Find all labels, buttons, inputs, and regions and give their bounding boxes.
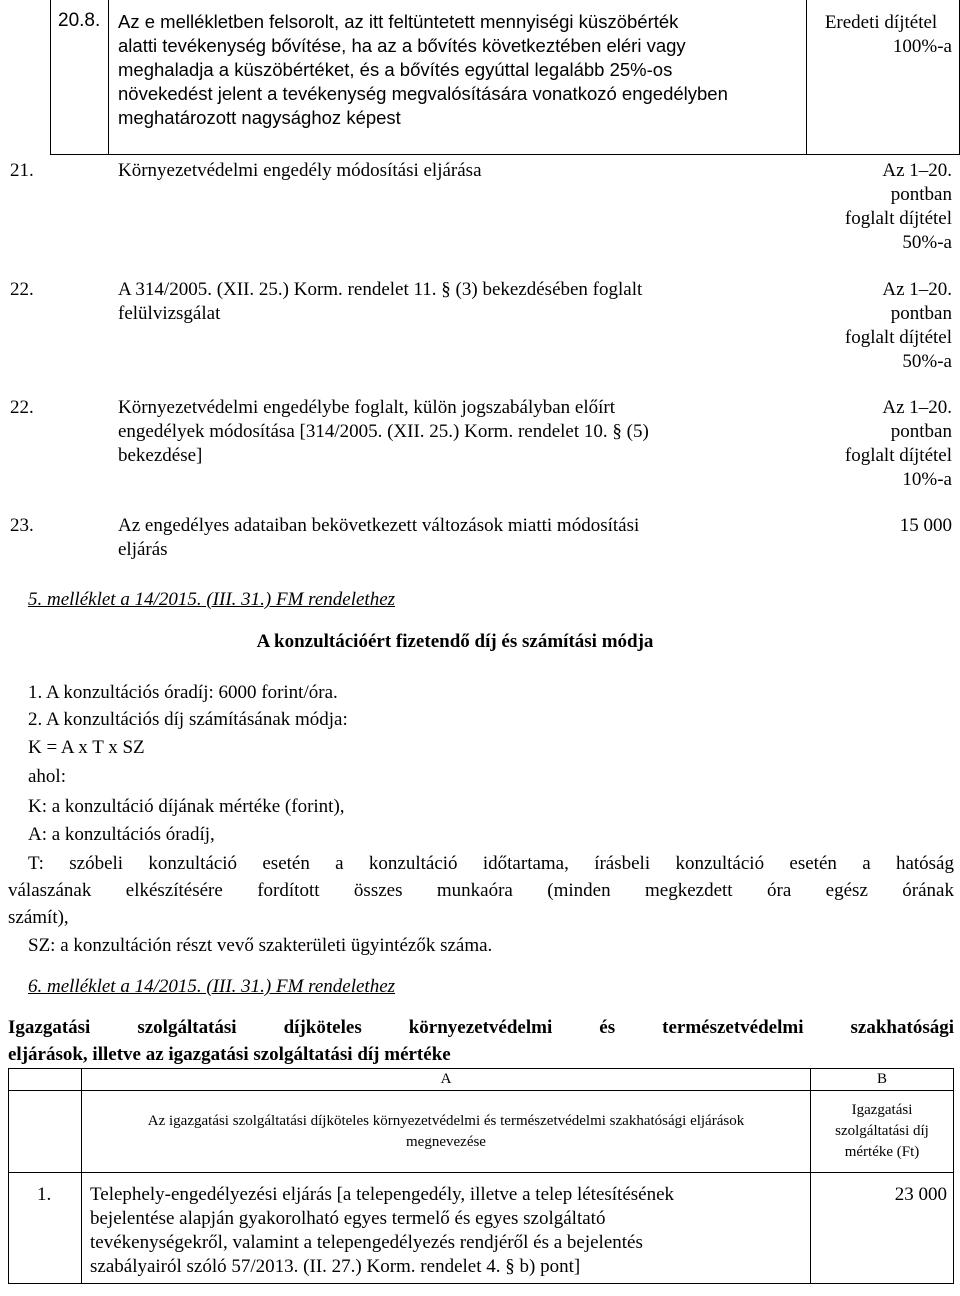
paragraph: 1. A konzultációs óradíj: 6000 forint/óra. (28, 682, 338, 703)
definition: T: szóbeli konzultáció esetén a konzultáció időtartama, írásbeli konzultáció esetén a hatóság (28, 853, 954, 874)
fee-line: Eredeti díjtétel (824, 12, 938, 33)
text-line: felülvizsgálat (118, 303, 221, 324)
fee-line: pontban (890, 184, 952, 205)
row-text (118, 514, 639, 562)
paragraph: 2. A konzultációs díj számításának módja: (28, 709, 348, 730)
row-number: 23. (10, 515, 34, 536)
fee-line: foglalt díjtétel (844, 445, 952, 466)
row-text: Környezetvédelmi engedély módosítási eljárása (118, 160, 482, 181)
row-text (118, 396, 649, 468)
table-cell (9, 1091, 82, 1173)
fee-line: pontban (890, 421, 952, 442)
column-divider (108, 0, 109, 155)
text-line: Környezetvédelmi engedélybe foglalt, külön jogszabályban előírt (118, 397, 615, 418)
text-line: engedélyek módosítása [314/2005. (XII. 25.) Korm. rendelet 10. § (5) (118, 421, 649, 442)
row-fee: 23 000 (811, 1173, 954, 1284)
fee-line: foglalt díjtétel (844, 327, 952, 348)
definition: válaszának elkészítésére fordított összes munkaóra (minden megkezdett óra egész órának (8, 880, 954, 901)
text-line: A 314/2005. (XII. 25.) Korm. rendelet 11. § (3) bekezdésében foglalt (118, 279, 643, 300)
table-head-b (811, 1091, 954, 1173)
fee-line: Az 1–20. (882, 279, 952, 300)
definition: A: a konzultációs óradíj, (28, 824, 215, 845)
fee-line: pontban (890, 303, 952, 324)
row-text (82, 1173, 811, 1284)
row-fee (845, 159, 952, 255)
row-number: 22. (10, 397, 34, 418)
row-number: 20.8. (58, 10, 101, 31)
text-line: bejelentése alapján gyakorolható egyes termelő és egyes szolgáltató (90, 1208, 606, 1229)
row-number: 21. (10, 160, 34, 181)
definition: SZ: a konzultáción részt vevő szakterületi ügyintézők száma. (28, 935, 493, 956)
header-line: Igazgatási (851, 1102, 913, 1118)
fee-table (8, 1068, 954, 1284)
text-line: meghaladja a küszöbértéket, és a bővítés egyúttal legalább 25%-os (118, 59, 673, 80)
fee-line: Az 1–20. (882, 397, 952, 418)
annex-6-title: eljárások, illetve az igazgatási szolgáltatási díj mértéke (8, 1044, 451, 1065)
text-line: meghatározott nagysághoz képest (118, 107, 401, 128)
annex-6-title: Igazgatási szolgáltatási díjköteles környezetvédelmi és természetvédelmi szakhatósági (8, 1017, 954, 1038)
text-line: eljárás (118, 539, 168, 560)
fee-line: foglalt díjtétel (844, 208, 952, 229)
text-line: tevékenységekről, valamint a telepengedélyezés rendjéről és a bejelentés (90, 1232, 643, 1253)
text-line: alatti tevékenység bővítése, ha az a bővítés következtében eléri vagy (118, 35, 686, 56)
fee-line: 10%-a (902, 469, 952, 490)
row-number: 22. (10, 279, 34, 300)
text-line: növekedést jelent a tevékenység megvalósítására vonatkozó engedélyben (118, 83, 728, 104)
row-text (118, 10, 798, 130)
annex-5-heading: 5. melléklet a 14/2015. (III. 31.) FM rendelethez (28, 589, 396, 610)
fee-line: 100%-a (892, 36, 952, 57)
row-text (118, 278, 642, 326)
fee-line: 50%-a (902, 351, 952, 372)
column-header-a: A (82, 1069, 811, 1091)
table-cell (9, 1069, 82, 1091)
header-line: szolgáltatási díj (835, 1123, 929, 1139)
text-line: szabályairól szóló 57/2013. (II. 27.) Korm. rendelet 4. § b) pont] (90, 1256, 581, 1277)
text-line: Telephely-engedélyezési eljárás [a telepengedély, illetve a telep létesítésének (90, 1184, 675, 1205)
text-line: Az e mellékletben felsorolt, az itt feltüntetett mennyiségi küszöbérték (118, 11, 679, 32)
row-fee (845, 278, 952, 374)
table-head-a (82, 1091, 811, 1173)
paragraph: ahol: (28, 766, 66, 787)
annex-6-heading: 6. melléklet a 14/2015. (III. 31.) FM rendelethez (28, 976, 396, 997)
header-line: Az igazgatási szolgáltatási díjköteles környezetvédelmi és természetvédelmi szakhatósági eljárások (147, 1112, 745, 1129)
text-line: Az engedélyes adataiban bekövetkezett változások miatti módosítási (118, 515, 640, 536)
formula: K = A x T x SZ (28, 737, 145, 758)
text-line: bekezdése] (118, 445, 203, 466)
definition: számít), (8, 907, 69, 928)
row-fee (845, 396, 952, 492)
row-fee (806, 11, 956, 59)
row-fee: 15 000 (899, 515, 952, 536)
annex-5-title: A konzultációért fizetendő díj és számítási módja (256, 631, 654, 652)
header-line: mértéke (Ft) (844, 1144, 920, 1160)
fee-line: Az 1–20. (882, 160, 952, 181)
header-line: megnevezése (406, 1133, 486, 1150)
fee-line: 50%-a (902, 232, 952, 253)
column-header-b: B (811, 1069, 954, 1091)
definition: K: a konzultáció díjának mértéke (forint), (28, 796, 345, 817)
row-number: 1. (9, 1173, 82, 1284)
